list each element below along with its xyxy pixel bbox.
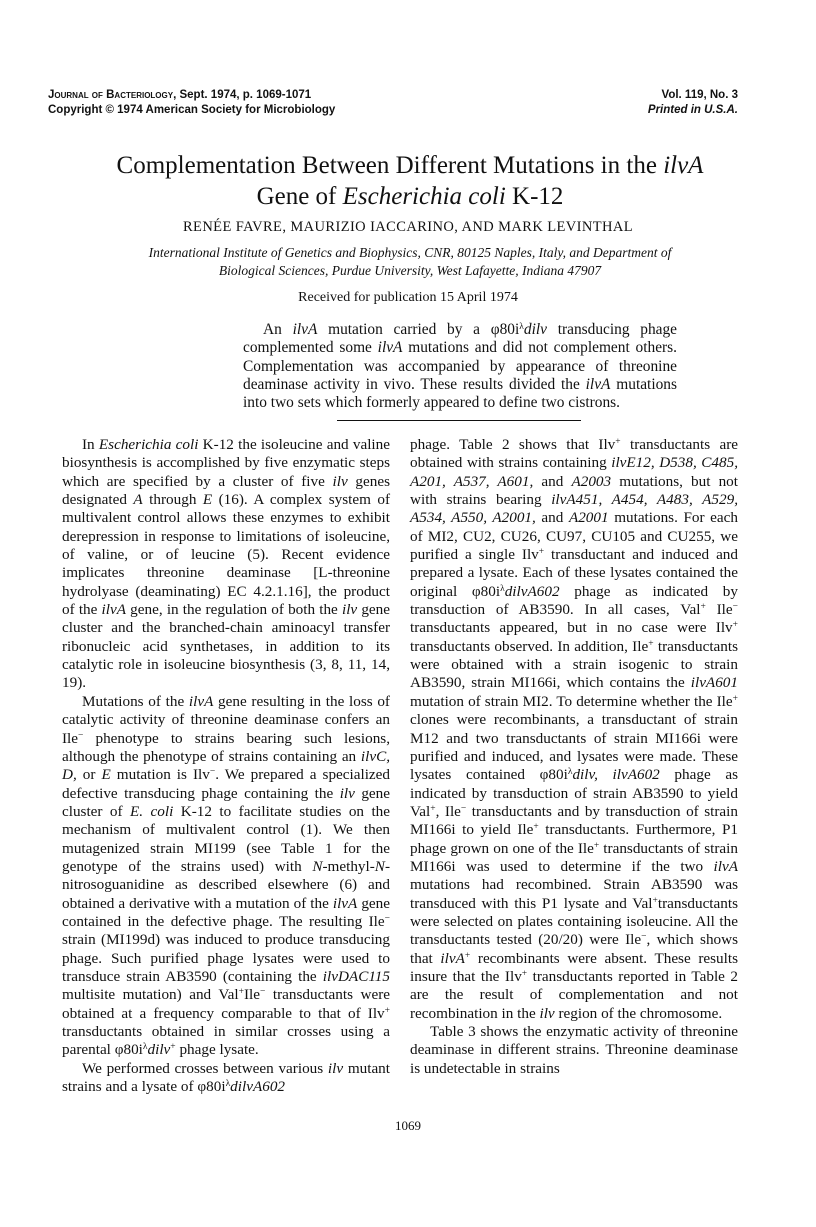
article-title: Complementation Between Different Mutations in the ilvA Gene of Escherichia coli K-12 xyxy=(116,152,704,210)
journal-name: Journal of Bacteriology xyxy=(48,89,174,101)
received-date: Received for publication 15 April 1974 xyxy=(298,290,518,305)
printed-location: Printed in U.S.A. xyxy=(647,104,738,116)
paragraph: We performed crosses between various ilv mutant strains and a lysate of $\varphi 80i^\lambda dilvA602$ xyxy=(62,1059,390,1096)
volume-info: Vol. 119, No. 3 xyxy=(661,89,738,101)
page-number: 1069 xyxy=(395,1118,421,1133)
body-column-left xyxy=(62,436,390,1096)
paragraph: Mutations of the ilvA gene resulting in the loss of catalytic activity of threonine deaminase confers an Ile− phenotype to strains bearing such lesions, although the phenotype of strains containing an ilvC, D, or E mutation is Ilv−. We prepared a specialized defective transducing phage containing the ilv gene cluster of E. coli K-12 to facilitate studies on the mechanism of multivalent control (1). We then mutagenized strain MI199 (see Table 1 for the genotype of the strains used) with N-methyl-N-nitrosoguanidine as described elsewhere (6) and obtained a derivative with a mutation of the ilvA gene contained in the defective phage. The resulting Ile− strain (MI199d) was induced to produce transducing phage. Such purified phage lysates were used to transduce strain AB3590 (containing the ilvDAC115 multisite mutation) and Val+Ile− transductants were obtained at a frequency comparable to that of Ilv+ transductants obtained in similar crosses using a parental $\varphi 80i^\lambda dilv^+$ phage lysate. xyxy=(62,692,391,1059)
paragraph: phage. Table 2 shows that Ilv+ transductants are obtained with strains containing ilvE12, D538, C485, A201, A537, A601, and A2003 mutations, but not with strains bearing ilvA451, A454, A483, A529, A534, A550, A2001, and A2001 mutations. For each of MI2, CU2, CU26, CU97, CU105 and CU255, we purified a single Ilv+ transductant and induced and prepared a lysate. Each of these lysates contained the original $\varphi 80i^\lambda dilvA602$ phage as indicated by transduction of AB3590. In all cases, Val+ Ile− transductants appeared, but in no case were Ilv+ transductants observed. In addition, Ile+ transductants were obtained with a strain isogenic to strain AB3590, strain MI166i, which contains the ilvA601 mutation of strain MI2. To determine whether the Ile+ clones were recombinants, a transductant of strain M12 and two transductants of strain MI166i were purified and induced, and lysates were made. These lysates contained $\varphi 80i^\lambda dilv$, ilvA602 phage as indicated by transduction of strain AB3590 to yield Val+, Ile− transductants and by transduction of strain MI166i to yield Ile+ transductants. Furthermore, P1 phage grown on one of the Ile+ transductants of strain MI166i was used to determine if the two ilvA mutations had recombined. Strain AB3590 was transduced with this P1 lysate and Val+transductants were selected on plates containing isoleucine. All the transductants tested (20/20) were Ile−, which shows that ilvA+ recombinants were absent. These results insure that the Ilv+ transductants reported in Table 2 are the result of complementation and not recombination in the ilv region of the chromosome. xyxy=(410,436,739,1022)
paragraph: In Escherichia coli K-12 the isoleucine and valine biosynthesis is accomplished by five enzymatic steps which are specified by a cluster of five ilv genes designated A through E (16). A complex system of multivalent control allows these enzymes to exhibit derepression in response to limitations of isoleucine, of valine, or of leucine (5). Recent evidence implicates threonine deaminase [L-threonine hydrolyase (deaminating) EC 4.2.1.16], the product of the ilvA gene, in the regulation of both the ilv gene cluster and the branched-chain aminoacyl transfer ribonucleic acid synthetases, in addition to its catalytic role in isoleucine biosynthesis (3, 8, 11, 14, 19). xyxy=(62,436,390,692)
affiliation: International Institute of Genetics and Biophysics, CNR, 80125 Naples, Italy, and Department of Biological Sciences, Purdue University, West Lafayette, Indiana 47907 xyxy=(148,245,672,278)
volume-header xyxy=(648,88,738,118)
journal-header xyxy=(48,88,335,118)
journal-citation: Journal of Bacteriology, Sept. 1974, p. 1069-1071 xyxy=(48,89,312,101)
body-column-right xyxy=(410,436,738,1078)
abstract: An ilvA mutation carried by a $\varphi 80i^\lambda dilv$ transducing phage complemented some ilvA mutations and did not complement others. Complementation was accompanied by appearance of threonine deaminase activity in vivo. These results divided the ilvA mutations into two sets which formerly appeared to define two cistrons. xyxy=(243,321,677,412)
section-divider xyxy=(337,420,581,421)
authors: RENÉE FAVRE, MAURIZIO IACCARINO, AND MARK LEVINTHAL xyxy=(182,219,634,235)
copyright-line: Copyright © 1974 American Society for Microbiology xyxy=(48,104,336,116)
paragraph: Table 3 shows the enzymatic activity of threonine deaminase in different strains. Threonine deaminase is undetectable in strains xyxy=(410,1023,738,1077)
